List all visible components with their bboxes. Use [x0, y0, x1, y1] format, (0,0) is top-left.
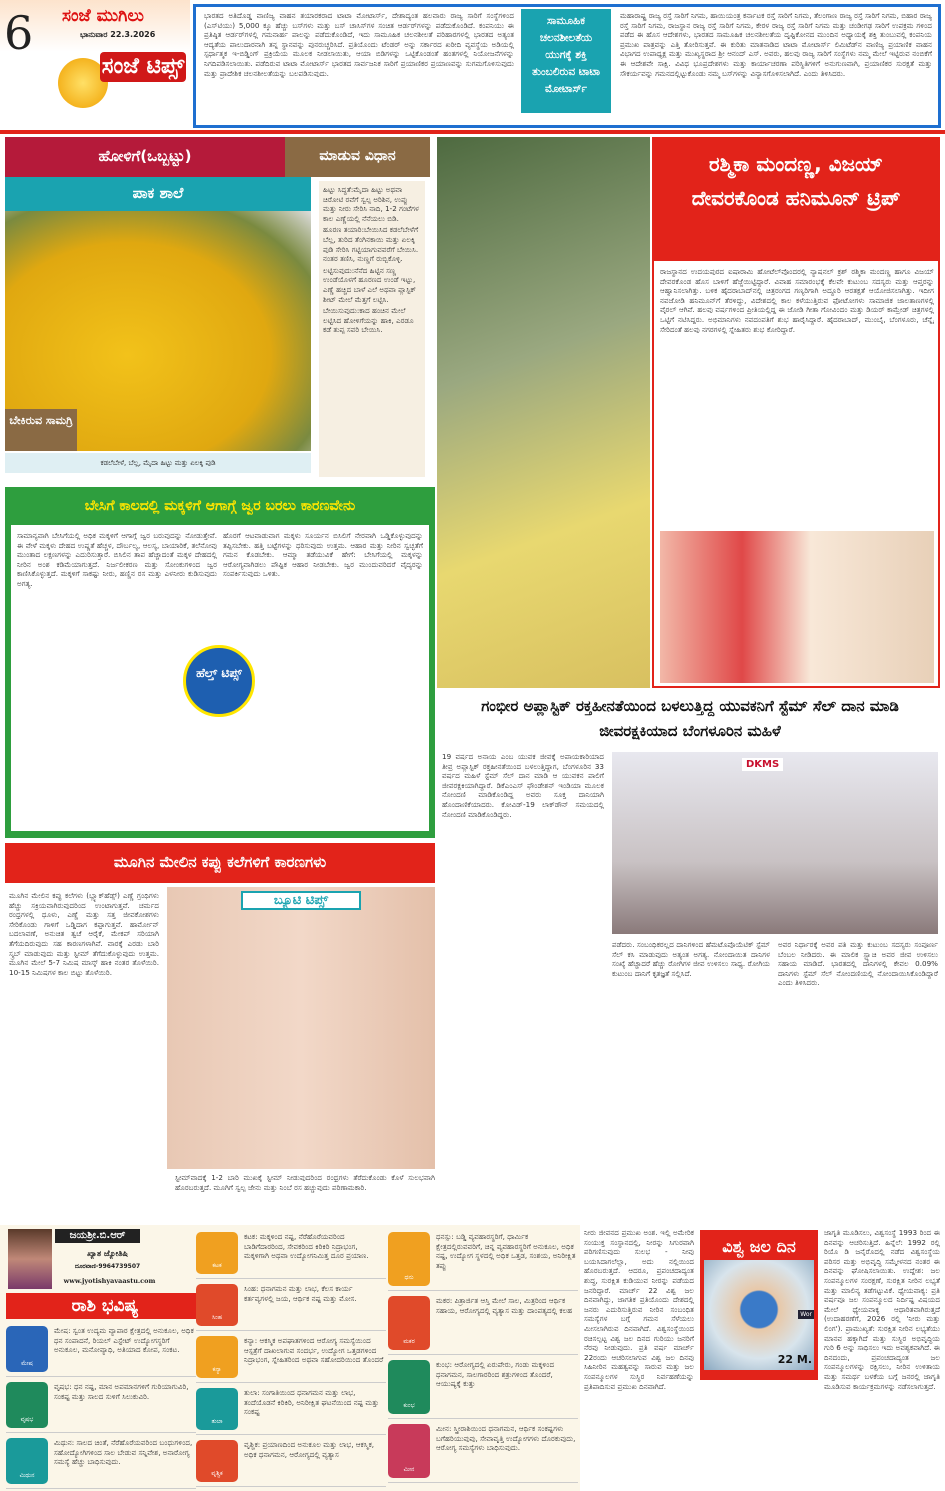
water-headline: ವಿಶ್ವ ಜಲ ದಿನ	[722, 1237, 796, 1256]
celebrity-article	[652, 137, 940, 688]
ram-icon: ಮೇಷ	[6, 1326, 48, 1372]
horoscope-sign-goat	[388, 1293, 578, 1355]
stemcell-col2: ಪಡೆದರು. ಸಂಬಂಧಿಕರಲ್ಲದ ದಾನಿಗಳಿಂದ ಹೆಮಟೊಪೊಯೆಟಿಕ್ ಸ್ಟೆಮ್ ಸೆಲ್ ಕಸಿ ಮಾಡುವುದು ಅತ್ಯಂತ ಅಗತ್ಯ. ನೋಂದಾಯಿತ ದಾನಿಗಳ ಸಂಖ್ಯೆ ಹೆಚ್ಚಾದರೆ ಹೆಚ್ಚು ರೋಗಿಗಳ ಜೀವ ಉಳಿಸಲು ಸಾಧ್ಯ. ರೋಗಿಯ ಕುಟುಂಬ ದಾನಿಗೆ ಕೃತಜ್ಞತೆ ಸಲ್ಲಿಸಿದೆ.	[612, 940, 770, 978]
method-step: ಲಟ್ಟಿಸುವುದು:ನೆನೆದ ಹಿಟ್ಟಿನ ಸಣ್ಣ ಉಂಡೆಯೊಳಗೆ ಹೂರಣದ ಉಂಡೆ ಇಟ್ಟು, ಎಣ್ಣೆ ಹಚ್ಚಿದ ಬಾಳೆ ಎಲೆ ಅಥವಾ ಪ್ಲಾಸ್ಟಿಕ್ ಶೀಟ್ ಮೇಲೆ ಮೆತ್ತಗೆ ಲಟ್ಟಿಸಿ.	[323, 265, 417, 304]
beauty-tips-badge: ಬ್ಯೂಟಿ ಟಿಪ್ಸ್	[241, 891, 361, 910]
dkms-banner: DKMS	[742, 758, 783, 771]
fever-body	[11, 525, 429, 831]
nose-photo	[167, 887, 435, 1169]
horoscope-text: ಸಿಂಹ: ಧನಾಗಮನ ಮತ್ತು ಲಾಭ, ಕೆಲಸ ಕಾರ್ಯ ಕರ್ತವ್ಯಗಳಲ್ಲಿ ಜಯ, ಆರ್ಥಿಕ ನಷ್ಟ ಮತ್ತು ಮೋಸ.	[244, 1284, 357, 1303]
horoscope-text: ಕಟಕ: ಮಕ್ಕಳಿಂದ ನಷ್ಟ, ನೆರೆಹೊರೆಯವರಿಂದ ಬಾಡಿಗೆದಾರರಿಂದ, ಸೇವಕರಿಂದ ಕಿರಿಕಿರಿ ನಿದ್ರಾಭಂಗ, ಮಕ್ಕಳಿಗಾಗಿ ಅಥವಾ ಉದ್ಯೋಗನಿಮಿತ್ತ ದೂರ ಪ್ರಯಾಣ.	[244, 1232, 369, 1261]
horoscope-title: ರಾಶಿ ಭವಿಷ್ಯ	[6, 1293, 204, 1319]
horoscope-sign-scorpion	[196, 1437, 386, 1487]
water-col1: ನೀರು ಜೀವನದ ಪ್ರಮುಖ ಅಂಶ. ಇಲ್ಲಿ ಅಮೇರಿಕ ಸಂಯುಕ್ತ ಸಂಸ್ಥಾನದಲ್ಲಿ, ನೀರನ್ನು ಸಿಗುರವಾಗಿ ಪರಿಗಣಿಸುವುದು ಸುಲಭ - ನೀವು ಬಯಸಿದಾಗಲೆಲ್ಲಾ, ಅದು ನಲ್ಲಿಯಿಂದ ಹೊರಬರುತ್ತದೆ. ಆದರೂ, ಪ್ರಪಂಚದಾದ್ಯಂತ ಶುದ್ಧ, ಸುರಕ್ಷಿತ ಕುಡಿಯುವ ನೀರನ್ನು ಪಡೆಯದ ಜನರಿದ್ದಾರೆ. ಮಾರ್ಚ್ 22 ವಿಶ್ವ ಜಲ ದಿನವಾಗಿದ್ದು, ಜಾಗತಿಕ ಪ್ರತಿಯೊಂದು ದೇಶದಲ್ಲಿ ಜನರು ಎದುರಿಸುತ್ತಿರುವ ನೀರಿನ ಸಂಬಂಧಿತ ಸಮಸ್ಯೆಗಳ ಬಗ್ಗೆ ಗಮನ ಸೆಳೆಯಲು ಮೀಸಲಾಗಿರುವ ದಿನವಾಗಿದೆ. ವಿಶ್ವಸಂಸ್ಥೆಯಿಂದ ರಚಿಸಲ್ಪಟ್ಟ ವಿಶ್ವ ಜಲ ದಿನದ ಗುರಿಯು ಜನರಿಗೆ ನೆರವು ನೀಡುವುದು. ಪ್ರತಿ ವರ್ಷ ಮಾರ್ಚ್ 22ರಂದು ಆಚರಿಸಲಾಗುವ ವಿಶ್ವ ಜಲ ದಿನವು ಸಿಹಿನೀರಿನ ಮಹತ್ವವನ್ನು ಸಾರುವ ಮತ್ತು ಜಲ ಸಂಪನ್ಮೂಲಗಳ ಸುಸ್ಥಿರ ನಿರ್ವಹಣೆಯನ್ನು ಪ್ರತಿಪಾದಿಸುವ ಪ್ರಮುಖ ದಿನವಾಗಿದೆ.	[584, 1228, 694, 1391]
method-step: ಬೇಯಿಸುವುದು:ಕಾದ ಹಂಚಿನ ಮೇಲೆ ಲಟ್ಟಿಸಿದ ಹೋಳಿಗೆಯನ್ನು ಹಾಕಿ, ಎರಡೂ ಕಡೆ ತುಪ್ಪ ಸವರಿ ಬೇಯಿಸಿ.	[323, 306, 414, 335]
fever-headline: ಬೇಸಿಗೆ ಕಾಲದಲ್ಲಿ ಮಕ್ಕಳಿಗೆ ಆಗಾಗ್ಗೆ ಜ್ವರ ಬರಲು ಕಾರಣವೇನು	[84, 498, 356, 514]
horoscope-section	[0, 1225, 580, 1491]
tata-headline: ಸಾಮೂಹಿಕ ಚಲನಶೀಲತೆಯ ಯುಗಕ್ಕೆ ಶಕ್ತಿ ತುಂಬಲಿರುವ ಟಾಟಾ ಮೋಟಾರ್ಸ್	[521, 9, 611, 113]
horoscope-sign-bow	[388, 1229, 578, 1291]
scales-icon: ತುಲಾ	[196, 1388, 238, 1430]
astrologer-avatar	[8, 1229, 52, 1289]
water-col2: ಜಾಗೃತಿ ಮೂಡಿಸಲು, ವಿಶ್ವಸಂಸ್ಥೆ 1993 ರಿಂದ ಈ ದಿನವನ್ನು ಆಚರಿಸುತ್ತಿದೆ. ಹಿನ್ನೆಲೆ: 1992 ರಲ್ಲಿ ರಿಯೊ ಡಿ ಜನೈರೊದಲ್ಲಿ ನಡೆದ ವಿಶ್ವಸಂಸ್ಥೆಯ ಪರಿಸರ ಮತ್ತು ಅಭಿವೃದ್ಧಿ ಸಮ್ಮೇಳನದ ನಂತರ ಈ ದಿನವನ್ನು ಘೋಷಿಸಲಾಯಿತು. ಉದ್ದೇಶ: ಜಲ ಸಂಪನ್ಮೂಲಗಳ ಸಂರಕ್ಷಣೆ, ಸುರಕ್ಷಿತ ನೀರಿನ ಲಭ್ಯತೆ ಮತ್ತು ಮಾಲಿನ್ಯ ತಡೆಗಟ್ಟುವಿಕೆ. ಧ್ಯೇಯವಾಕ್ಯ: ಪ್ರತಿ ವರ್ಷವೂ ಜಲ ಸಂಪನ್ಮೂಲದ ನಿರ್ದಿಷ್ಟ ವಿಷಯದ ಮೇಲೆ ಧ್ಯೇಯವಾಕ್ಯ ಆಧಾರಿತವಾಗಿರುತ್ತದೆ (ಉದಾಹರಣೆಗೆ, 2026 ರಲ್ಲಿ 'ನೀರು ಮತ್ತು ಲಿಂಗ'). ಪ್ರಾಮುಖ್ಯತೆ: ಸುರಕ್ಷಿತ ನೀರಿನ ಲಭ್ಯತೆಯು ಮಾನವ ಹಕ್ಕಾಗಿದೆ ಮತ್ತು ಸುಸ್ಥಿರ ಅಭಿವೃದ್ಧಿಯ ಗುರಿ 6 ಅನ್ನು ಸಾಧಿಸಲು ಇದು ಅವಶ್ಯಕವಾಗಿದೆ. ಈ ದಿನದಂದು, ಪ್ರಪಂಚದಾದ್ಯಂತ ಜಲ ಸಂಪನ್ಮೂಲಗಳನ್ನು ರಕ್ಷಿಸಲು, ನೀರಿನ ಉಳಿತಾಯ ಮತ್ತು ಸಮರ್ಥ ಬಳಕೆಯ ಬಗ್ಗೆ ಜನರಲ್ಲಿ ಜಾಗೃತಿ ಮೂಡಿಸುವ ಕಾರ್ಯಕ್ರಮಗಳನ್ನು ನಡೆಸಲಾಗುತ್ತದೆ.	[824, 1228, 940, 1391]
beauty-bottom: ಸ್ಟೀಮ್‌ವಾದಕ್ಕೆ 1-2 ಬಾರಿ ಮುಖಕ್ಕೆ ಸ್ಟೀಮ್ ನೀಡುವುದರಿಂದ ರಂಧ್ರಗಳು ತೆರೆದುಕೊಂಡು ಕೊಳೆ ಸುಲಭವಾಗಿ ಹೊರಬರುತ್ತದೆ. ಮೂಗಿಗೆ ಸ್ವಲ್ಪ ಜೇನು ಮತ್ತು ನಿಂಬೆ ರಸ ಹಚ್ಚುವುದು ಪರಿಣಾಮಕಾರಿ.	[175, 1173, 435, 1192]
astrologer-phone: ದೂರವಾಣಿ-9964739507	[74, 1263, 141, 1270]
recipe-title: ಹೋಳಿಗೆ(ಒಬ್ಬಟ್ಟು)	[5, 137, 285, 177]
tata-col1: ಭಾರತದ ಅತಿದೊಡ್ಡ ವಾಣಿಜ್ಯ ವಾಹನ ತಯಾರಕರಾದ ಟಾಟಾ ಮೋಟಾರ್ಸ್, ದೇಶಾದ್ಯಂತ ಹಲವಾರು ರಾಜ್ಯ ಸಾರಿಗೆ ಸಂಸ್ಥೆಗಳಿಂದ (ಎಸ್‌ಟಿಯು) 5,000 ಕ್ಕೂ ಹೆಚ್ಚು ಬಸ್‌ಗಳು ಮತ್ತು ಬಸ್ ಚಾಸಿಸ್‌ಗಳ ಸಂಚಿತ ಆರ್ಡರ್‌ಗಳನ್ನು ಪಡೆದುಕೊಂಡಿದೆ. ಕಂಪನಿಯು ಈ ಪ್ರತಿಷ್ಠಿತ ಆರ್ಡರ್‌ಗಳಲ್ಲಿ ಗಮನಾರ್ಹ ಪಾಲನ್ನು ಪಡೆದುಕೊಂಡಿದೆ, ಇದು ಸಾಮೂಹಿಕ ಚಲನಶೀಲತೆ ಪರಿಹಾರಗಳಲ್ಲಿ ಭಾರತದ ಅತ್ಯಂತ ಆದ್ಯತೆಯ ಪಾಲುದಾರನಾಗಿ ತನ್ನ ಸ್ಥಾನವನ್ನು ಪುನರುಚ್ಚರಿಸಿದೆ. ಪ್ರತಿಯೊಂದು ಟೆಂಡರ್ ಅನ್ನು ಸರ್ಕಾರದ ಖರೀದಿ ವ್ಯವಸ್ಥೆಯ ಅಡಿಯಲ್ಲಿ ಸ್ಪರ್ಧಾತ್ಮಕ ಇ-ಬಿಡ್ಡಿಂಗ್ ಪ್ರಕ್ರಿಯೆಯ ಮೂಲಕ ನೀಡಲಾಯಿತು, ಆಯಾ ಬಿಡಿಗಳನ್ನು ಒಟ್ಟಿಕೊಂಡಂತೆ ಹಂತಗಳಲ್ಲಿ ನಿಯೋಜನೆಗಳನ್ನು ನಿಗದಿಪಡಿಸಲಾಯಿತು. ಪಡೆದಿರುವ ಟಾಟಾ ಮೋಟಾರ್ಸ್ ಭಾರತದ ಸಾರ್ವಜನಿಕ ಸಾರಿಗೆ ಪ್ರಯಾಣಿಕರ ಪ್ರಯಾಣವನ್ನು ಸುಗಮಗೊಳಿಸುವುದು ಮತ್ತು ಪ್ರಾದೇಶಿಕ ಚಲನಶೀಲತೆಯನ್ನು ಬಲಪಡಿಸುವುದು.	[204, 11, 514, 78]
image-tag: Wor	[800, 1311, 812, 1318]
tata-article	[193, 4, 941, 128]
recipe-section	[5, 137, 435, 485]
masthead	[0, 0, 190, 130]
horoscope-text: ವೃಷಭ: ಧನ ನಷ್ಟ, ಮಾನ ಅಪಮಾನಗಳಿಗೆ ಗುರಿಯಾಗುವಿರಿ, ಸಂಕಷ್ಟ ಮತ್ತು ಸಾಲದ ಸುಳಿಗೆ ಸಿಲುಕುವಿರಿ.	[54, 1382, 189, 1401]
couple-photo	[437, 137, 650, 688]
bull-icon: ವೃಷಭ	[6, 1382, 48, 1428]
horoscope-sign-twins	[6, 1435, 196, 1489]
method-label: ಮಾಡುವ ವಿಧಾನ	[285, 137, 430, 177]
globe-hands-photo	[704, 1260, 814, 1370]
horoscope-sign-fish	[388, 1421, 578, 1483]
horoscope-sign-crab	[196, 1229, 386, 1279]
fever-col2: ಹೊರಗೆ ಆಟವಾಡುವಾಗ ಮಕ್ಕಳು ಸೂರ್ಯನ ಬಿಸಿಲಿಗೆ ನೇರವಾಗಿ ಒಡ್ಡಿಕೊಳ್ಳುವುದನ್ನು ತಪ್ಪಿಸಬೇಕು. ಹತ್ತಿ ಬಟ್ಟೆಗಳನ್ನು ಧರಿಸುವುದು ಉತ್ತಮ. ಆಹಾರ ಮತ್ತು ನೀರಿನ ಸ್ವಚ್ಛತೆಗೆ ಗಮನ ಕೊಡಬೇಕು. ಆಮ್ಮಾ ತಡೆಯುವಿಕೆ ಹೇಗೆ: ಬೇಸಿಗೆಯಲ್ಲಿ ಮಕ್ಕಳನ್ನು ಆರೋಗ್ಯವಾಗಿಡಲು ಪೌಷ್ಟಿಕ ಆಹಾರ ನೀಡಬೇಕು. ಜ್ವರ ಮುಂದುವರಿದರೆ ವೈದ್ಯರನ್ನು ಸಂಪರ್ಕಿಸುವುದು ಒಳಿತು.	[223, 531, 423, 579]
crab-icon: ಕಟಕ	[196, 1232, 238, 1274]
water-day-article	[584, 1228, 942, 1490]
astrologer-website: www.jyotishyavaastu.com	[63, 1277, 156, 1285]
stemcell-headline: ಗಂಭೀರ ಅಪ್ಲಾಸ್ಟಿಕ್ ರಕ್ತಹೀನತೆಯಿಂದ ಬಳಲುತ್ತಿದ್ದ ಯುವಕನಿಗೆ ಸ್ಟೆಮ್ ಸೆಲ್ ದಾನ ಮಾಡಿ ಜೀವರಕ್ಷಕಿಯಾದ ಬೆಂಗಳೂರಿನ ಮಹಿಳೆ	[481, 697, 899, 740]
horoscope-sign-pot	[388, 1357, 578, 1419]
astrologer-name: ಜಯಶ್ರೀ.ಬಿ.ಆರ್	[55, 1229, 140, 1243]
goat-icon: ಮಕರ	[388, 1296, 430, 1350]
horoscope-text: ಧನಸ್ಸು: ಬಡ್ಡಿ ವ್ಯವಹಾರಸ್ಥರಿಗೆ, ಧಾರ್ಮಿಕ ಕ್ಷೇತ್ರದಲ್ಲಿರುವವರಿಗೆ, ಚಿನ್ನ ವ್ಯವಹಾರಸ್ಥರಿಗೆ ಅನುಕೂಲ, ಅಧಿಕ ನಷ್ಟ, ಉದ್ಯೋಗ ಸ್ಥಳದಲ್ಲಿ ಅಧಿಕ ಒತ್ತಡ, ಸಂಶಯ, ಅನಿರೀಕ್ಷಿತ ತಪ್ಪು	[436, 1232, 576, 1270]
method-step: ಹೂರಣ ತಯಾರಿ:ಬೇಯಿಸಿದ ಕಡಲೆಬೇಳೆಗೆ ಬೆಲ್ಲ, ತುರಿದ ತೆಂಗಿನಕಾಯಿ ಮತ್ತು ಏಲಕ್ಕಿ ಪುಡಿ ಸೇರಿಸಿ ಗಟ್ಟಿಯಾಗುವವರೆಗೆ ಬೇಯಿಸಿ. ನಂತರ ತಣಿಸಿ, ನುಣ್ಣಗೆ ರುಬ್ಬಿಕೊಳ್ಳಿ.	[323, 225, 419, 264]
beauty-body: ಮೂಗಿನ ಮೇಲಿನ ಕಪ್ಪು ಕಲೆಗಳು (ಬ್ಲ್ಯಾಕ್‌ಹೆಡ್ಸ್) ಎಣ್ಣೆ ಗ್ರಂಥಿಗಳು ಹೆಚ್ಚು ಸಕ್ರಿಯವಾಗಿರುವುದರಿಂದ ಉಂಟಾಗುತ್ತವೆ. ಚರ್ಮದ ರಂಧ್ರಗಳಲ್ಲಿ ಧೂಳು, ಎಣ್ಣೆ ಮತ್ತು ಸತ್ತ ಜೀವಕೋಶಗಳು ಸೇರಿಕೊಂಡು ಗಾಳಿಗೆ ಒಡ್ಡಿದಾಗ ಕಪ್ಪಾಗುತ್ತವೆ. ಹಾರ್ಮೋನ್ ಬದಲಾವಣೆ, ಅನುಚಿತ ತ್ವಚೆ ಆರೈಕೆ, ಮೇಕಪ್ ಸರಿಯಾಗಿ ತೆಗೆಯದಿರುವುದು ಸಹ ಕಾರಣಗಳಾಗಿವೆ. ವಾರಕ್ಕೆ ಎರಡು ಬಾರಿ ಸ್ಕ್ರಬ್ ಮಾಡುವುದು ಮತ್ತು ಸ್ಟೀಮ್ ತೆಗೆದುಕೊಳ್ಳುವುದು ಉತ್ತಮ. ಮೂಗಿನ ಮೇಲೆ 5-7 ನಿಮಿಷ ಮಾಸ್ಕ್ ಹಾಕಿ ನಂತರ ತೊಳೆಯಿರಿ. 10-15 ನಿಮಿಷಗಳ ಕಾಲ ಬಿಟ್ಟು ತೊಳೆಯಿರಿ.	[9, 891, 159, 977]
beauty-headline: ಮೂಗಿನ ಮೇಲಿನ ಕಪ್ಪು ಕಲೆಗಳಿಗೆ ಕಾರಣಗಳು	[5, 843, 435, 883]
pot-icon: ಕುಂಭ	[388, 1360, 430, 1414]
stemcell-col3: ಅವರ ನಿರ್ಧಾರಕ್ಕೆ ಅವರ ಪತಿ ಮತ್ತು ಕುಟುಂಬ ಸದಸ್ಯರು ಸಂಪೂರ್ಣ ಬೆಂಬಲ ನೀಡಿದರು. ಈ ಮಾಲಿಕ ಸ್ಟ್ಯಾಚಿ ಅವರ ಜೀವ ಉಳಿಸಲು ಸಹಾಯ ಮಾಡಿದೆ. ಭಾರತದಲ್ಲಿ ದಾನಿಗಳಲ್ಲಿ ಕೇವಲ 0.09% ದಾನಿಗಳು ಸ್ಟೆಮ್ ಸೆಲ್ ನೋಂದಣಿಯಲ್ಲಿ ನೋಂದಾಯಿಸಿಕೊಂಡಿದ್ದಾರೆ ಎಂದು ತಿಳಿಸಿದರು.	[778, 940, 938, 988]
celebrity-headline: ರಶ್ಮಿಕಾ ಮಂದಣ್ಣ, ವಿಜಯ್ ದೇವರಕೊಂಡ ಹನಿಮೂನ್ ಟ್ರಿಪ್	[654, 139, 938, 261]
bow-icon: ಧನು	[388, 1232, 430, 1286]
health-tips-badge: ಹೆಲ್ತ್ ಟಿಪ್ಸ್	[183, 645, 255, 717]
horoscope-sign-ram	[6, 1323, 196, 1377]
ingredients-list: ಕಡಲೆಬೇಳೆ, ಬೆಲ್ಲ, ಮೈದಾ ಹಿಟ್ಟು ಮತ್ತು ಏಲಕ್ಕಿ ಪುಡಿ	[5, 453, 311, 473]
horoscope-text: ಮೇಷ: ಸ್ವಂತ ಉದ್ಯಮ ವ್ಯಾಪಾರ ಕ್ಷೇತ್ರದಲ್ಲಿ ಅನುಕೂಲ, ಅಧಿಕ ಧನ ಸಂಪಾದನೆ, ರಿಯಲ್ ಎಸ್ಟೇಟ್ ಉದ್ಯೋಗಸ್ಥರಿಗೆ ಅನುಕೂಲ, ಮನೋವ್ಯಾಧಿ, ಅತಿಯಾದ ಕೋಪ, ಸಂಕಟ.	[54, 1326, 194, 1355]
horoscope-sign-lion	[196, 1281, 386, 1331]
page-number: 6	[4, 6, 34, 60]
stemcell-col1: 19 ವರ್ಷದ ಅನಾಯ ಎಂಬ ಯುವಕ ಜೀವಕ್ಕೆ ಅಪಾಯಕಾರಿಯಾದ ತೀವ್ರ ಅಪ್ಲಾಸ್ಟಿಕ್ ರಕ್ತಹೀನತೆಯಿಂದ ಬಳಲುತ್ತಿದ್ದಾಗ, ಬೆಂಗಳೂರಿನ 33 ವರ್ಷದ ಮಹಿಳೆ ಸ್ಟೆಮ್ ಸೆಲ್ ದಾನ ಮಾಡಿ ಆ ಯುವಕನ ಪಾಲಿಗೆ ಜೀವರಕ್ಷಕಿಯಾಗಿದ್ದಾರೆ. ಡಿಕೆಎಂಎಸ್ ಫೌಂಡೇಶನ್ ಇಂಡಿಯಾ ಮೂಲಕ ನೋಂದಣಿ ಮಾಡಿಕೊಂಡಿದ್ದ ಅವರು ಸೂಕ್ತ ದಾನಿಯಾಗಿ ಹೊಂದಾಣಿಕೆಯಾದರು. ಕೋವಿಡ್-19 ಲಾಕ್‌ಡೌನ್ ಸಮಯದಲ್ಲಿ ನೋಂದಣಿ ಮಾಡಿಕೊಂಡಿದ್ದರು.	[442, 752, 604, 819]
water-feature-box	[700, 1230, 818, 1380]
ingredients-label: ಬೇಕಿರುವ ಸಾಮಗ್ರಿ	[5, 409, 77, 451]
horoscope-sign-virgo	[196, 1333, 386, 1383]
lion-icon: ಸಿಂಹ	[196, 1284, 238, 1326]
stemcell-article	[440, 690, 940, 1225]
scorpion-icon: ವೃಶ್ಚಿಕ	[196, 1440, 238, 1482]
virgo-icon: ಕನ್ಯಾ	[196, 1336, 238, 1378]
celebrity-body: ರಾಜಸ್ಥಾನದ ಉದಯಪುರದ ಐಷಾರಾಮಿ ಹೋಟೆಲ್‌ವೊಂದರಲ್ಲಿ ನ್ಯಾಷನಲ್ ಕ್ರಶ್ ರಶ್ಮಿಕಾ ಮಂದಣ್ಣ ಹಾಗೂ ವಿಜಯ್ ದೇವರಕೊಂಡ ಹೊಸ ಬಾಳಿಗೆ ಹೆಜ್ಜೆಯಿಟ್ಟಿದ್ದಾರೆ. ವಿವಾಹ ಸಮಾರಂಭಕ್ಕೆ ಕೆಲವೇ ಕುಟುಂಬ ಸದಸ್ಯರು ಮತ್ತು ಆಪ್ತರನ್ನು ಆಹ್ವಾನಿಸಲಾಗಿತ್ತು. ಬಳಿಕ ಹೈದರಾಬಾದ್‌ನಲ್ಲಿ ಚಿತ್ರರಂಗದ ಗಣ್ಯರಿಗಾಗಿ ಅದ್ಧೂರಿ ಆರತಕ್ಷತೆ ಆಯೋಜಿಸಲಾಗಿತ್ತು. ಇದೀಗ ನವಜೋಡಿ ಹನಿಮೂನ್‌ಗೆ ತೆರಳಿದ್ದು, ವಿದೇಶದಲ್ಲಿ ಕಾಲ ಕಳೆಯುತ್ತಿರುವ ಫೋಟೋಗಳು ಸಾಮಾಜಿಕ ಜಾಲತಾಣಗಳಲ್ಲಿ ವೈರಲ್ ಆಗಿವೆ. ಹಲವು ವರ್ಷಗಳಿಂದ ಪ್ರೀತಿಯಲ್ಲಿದ್ದ ಈ ಜೋಡಿ ಗೀತಾ ಗೋವಿಂದಂ ಮತ್ತು ಡಿಯರ್ ಕಾಮ್ರೇಡ್ ಚಿತ್ರಗಳಲ್ಲಿ ಒಟ್ಟಿಗೆ ನಟಿಸಿದ್ದರು. ಅಭಿಮಾನಿಗಳು ನವದಂಪತಿಗೆ ಶುಭ ಹಾರೈಸಿದ್ದಾರೆ. ಹೈದರಾಬಾದ್, ಮುಂಬೈ, ಬೆಂಗಳೂರು, ಚೆನ್ನೈ ಸೇರಿದಂತೆ ಹಲವು ನಗರಗಳಲ್ಲಿ ಸ್ನೇಹಿತರು ಶುಭ ಕೋರಿದ್ದಾರೆ.	[660, 267, 934, 334]
method-step: ಹಿಟ್ಟು ಸಿದ್ಧತೆ:ಮೈದಾ ಹಿಟ್ಟು ಅಥವಾ ಚಿರೋಟಿ ರವೆಗೆ ಸ್ವಲ್ಪ ಅರಿಶಿನ, ಉಪ್ಪು ಮತ್ತು ನೀರು ಸೇರಿಸಿ ನಾದಿ, 1-2 ಗಂಟೆಗಳ ಕಾಲ ಎಣ್ಣೆಯಲ್ಲಿ ನೆನೆಯಲು ಬಿಡಿ.	[323, 185, 419, 223]
image-caption: 22 M.	[777, 1353, 812, 1366]
horoscope-text: ವೃಶ್ಚಿಕ: ಪ್ರಯಾಣದಿಂದ ಅನುಕೂಲ ಮತ್ತು ಲಾಭ, ಆಕಸ್ಮಿಕ, ಅಧಿಕ ಧನಾಗಮನ, ಆರೋಗ್ಯದಲ್ಲಿ ವ್ಯತ್ಯಾಸ	[244, 1440, 375, 1459]
divider	[0, 130, 945, 134]
fever-col1: ಸಾಮಾನ್ಯವಾಗಿ ಬೇಸಿಗೆಯಲ್ಲಿ ಅಧಿಕ ಮಕ್ಕಳಿಗೆ ಆಗಾಗ್ಗೆ ಜ್ವರ ಬರುವುದನ್ನು ನೋಡುತ್ತೇವೆ. ಈ ವೇಳೆ ಮಕ್ಕಳು ದೇಹದ ಉಷ್ಣತೆ ಹೆಚ್ಚಳ, ದೌರ್ಬಲ್ಯ, ಆಲಸ್ಯ, ಬಾಯಾರಿಕೆ, ತಲೆನೋವು ಮುಂತಾದ ಲಕ್ಷಣಗಳನ್ನು ಎದುರಿಸುತ್ತಾರೆ. ಬಿಸಿಲಿನ ತಾಪ ಹೆಚ್ಚಾದಂತೆ ಮಕ್ಕಳ ದೇಹದಲ್ಲಿ ನೀರಿನ ಅಂಶ ಕಡಿಮೆಯಾಗುತ್ತದೆ. ನಿರ್ಜಲೀಕರಣ ಮತ್ತು ಸೋಂಕುಗಳಿಂದ ಜ್ವರ ಕಾಣಿಸಿಕೊಳ್ಳುತ್ತದೆ. ಮಕ್ಕಳಿಗೆ ಸಾಕಷ್ಟು ನೀರು, ಹಣ್ಣಿನ ರಸ ಮತ್ತು ಎಳನೀರು ಕುಡಿಸುವುದು ಅಗತ್ಯ.	[17, 531, 217, 588]
horoscope-text: ಕನ್ಯಾ: ಆಕಸ್ಮಿಕ ಅಪಘಾತಗಳಿಂದ ಆರೋಗ್ಯ ಸಮಸ್ಯೆಯಿಂದ ಆಸ್ಪತ್ರೆಗೆ ದಾಖಲಾಗುವ ಸಂದರ್ಭ, ಉದ್ಯೋಗ ಒತ್ತಡಗಳಿಂದ ನಿದ್ರಾಭಂಗ, ಸ್ನೇಹಿತರಿಂದ ಅಥವಾ ಸಹೋದರಿಯಿಂದ ತೊಂದರೆ	[244, 1336, 384, 1365]
horoscope-sign-scales	[196, 1385, 386, 1435]
horoscope-text: ಮಿಥುನ: ಸಾಲದ ಚಿಂತೆ, ನೆರೆಹೊರೆಯವರಿಂದ ಬಂಧುಗಳಿಂದ, ಸಹೋದ್ಯೋಗಿಗಳಿಂದ ಸಾಲ ಬೇಡುವ ಸನ್ನಿವೇಶ, ಅನಾರೋಗ್ಯ ಸಮಸ್ಯೆ ಹೆಚ್ಚು ಬಾಧಿಸುವುದು.	[54, 1438, 193, 1467]
issue-date: ಭಾನುವಾರ 22.3.2026	[80, 30, 156, 39]
method-box	[319, 181, 425, 477]
horoscope-sign-bull	[6, 1379, 196, 1433]
wedding-photo	[660, 531, 934, 683]
recipe-section-label: ಪಾಕ ಶಾಲೆ	[5, 177, 311, 211]
section-title: ಸಂಜೆ ಟಿಪ್ಸ್	[100, 52, 186, 82]
tata-col2: ಮಹಾರಾಷ್ಟ್ರ ರಾಜ್ಯ ರಸ್ತೆ ಸಾರಿಗೆ ನಿಗಮ, ಹಾಯಿಯಂತ್ರ ಕರ್ನಾಟಕ ರಸ್ತೆ ಸಾರಿಗೆ ನಿಗಮ, ತೆಲಂಗಾಣ ರಾಜ್ಯ ರಸ್ತೆ ಸಾರಿಗೆ ನಿಗಮ, ಬಿಹಾರ ರಾಜ್ಯ ರಸ್ತೆ ಸಾರಿಗೆ ನಿಗಮ, ರಾಜಸ್ಥಾನ ರಾಜ್ಯ ರಸ್ತೆ ಸಾರಿಗೆ ನಿಗಮ, ಕೇರಳ ರಾಜ್ಯ ರಸ್ತೆ ಸಾರಿಗೆ ನಿಗಮ ಮತ್ತು ಚಂಡೀಗಢ ಸಾರಿಗೆ ಉಪಕ್ರಮ ಗಳಿಂದ ಪಡೆದ ಈ ಹೊಸ ಆದೇಶಗಳು, ಭಾರತದ ಸಾಮೂಹಿಕ ಚಲನಶೀಲತೆಯ ದೃಷ್ಟಿಕೋನದ ಮುಂದಿನ ಅಧ್ಯಾಯಕ್ಕೆ ಶಕ್ತಿ ತುಂಬುವಲ್ಲಿ ಕಂಪನಿಯ ಪ್ರಮುಖ ಪಾತ್ರವನ್ನು ಎತ್ತಿ ತೋರಿಸುತ್ತವೆ. ಈ ಕುರಿತು ಮಾತನಾಡಿದ ಟಾಟಾ ಮೋಟಾರ್ಸ್ ಲಿಮಿಟೆಡ್‌ನ ವಾಣಿಜ್ಯ ಪ್ರಯಾಣಿಕ ವಾಹನ ವಿಭಾಗದ ಉಪಾಧ್ಯಕ್ಷ ಮತ್ತು ಮುಖ್ಯಸ್ಥರಾದ ಶ್ರೀ ಆನಂದ್ ಎಸ್. ಅವರು, ಹಲವು ರಾಜ್ಯ ಸಾರಿಗೆ ಸಂಸ್ಥೆಗಳು ನಮ್ಮ ಮೇಲೆ ಇಟ್ಟಿರುವ ನಂಬಿಕೆಗೆ ಈ ಆದೇಶವೇ ಸಾಕ್ಷಿ. ವಿವಿಧ ಭೂಪ್ರದೇಶಗಳು ಮತ್ತು ಕಾರ್ಯಾಚರಣಾ ಪರಿಸ್ಥಿತಿಗಳಿಗೆ ಅನುಗುಣವಾಗಿ, ಪ್ರಯಾಣಿಕರ ಸುರಕ್ಷತೆ ಮತ್ತು ಸೌಕರ್ಯವನ್ನು ಗಮನದಲ್ಲಿಟ್ಟುಕೊಂಡು ನಮ್ಮ ಬಸ್‌ಗಳನ್ನು ವಿನ್ಯಾಸಗೊಳಿಸಲಾಗಿದೆ. ಎಂದು ತಿಳಿಸಿದರು.	[620, 11, 932, 78]
horoscope-text: ಮೀನ: ಸ್ತ್ರೀರಾಶಿಯಿಂದ ಧನಾಗಮನ, ಆರ್ಥಿಕ ಸಂಕಷ್ಟಗಳು ಬಗೆಹರಿಯುವುವು, ಸೇವಾವೃತ್ತಿ ಉದ್ಯೋಗಗಳು ದೊರಕುವುದು, ಆರೋಗ್ಯ ಸಮಸ್ಯೆಗಳು ಬಾಧಿಸುವುದು.	[436, 1424, 576, 1453]
paper-name: ಸಂಜೆ ಮುಗಿಲು	[62, 6, 144, 26]
horoscope-text: ತುಲಾ: ಸಂಗಾತಿಯಿಂದ ಧನಾಗಮನ ಮತ್ತು ಲಾಭ, ತಂದೆಯೊಡನೆ ಕಿರಿಕಿರಿ, ಅನಿರೀಕ್ಷಿತ ಘಟನೆಯಿಂದ ನಷ್ಟ ಮತ್ತು ಸಂಕಷ್ಟ	[244, 1388, 379, 1417]
astrologer-title: ಖ್ಯಾತ ಜ್ಯೋತಿಷಿ	[87, 1249, 128, 1258]
twins-icon: ಮಿಥುನ	[6, 1438, 48, 1484]
fish-icon: ಮೀನ	[388, 1424, 430, 1478]
horoscope-text: ಕುಂಭ: ಆರೋಗ್ಯದಲ್ಲಿ ಏರುಪೇರು, ಗಂಡು ಮಕ್ಕಳಿಂದ ಧನಾಗಮನ, ಸಾಲಗಾರರಿಂದ ಶತ್ರುಗಳಿಂದ ತೊಂದರೆ, ಆಯುಷ್ಯಕ್ಕೆ ಕುತ್ತು	[436, 1360, 555, 1389]
beauty-article	[5, 843, 435, 1223]
horoscope-text: ಮಕರ: ಪಿತ್ರಾರ್ಜಿತ ಆಸ್ತಿ ಮೇಲೆ ಸಾಲ, ಮಿತ್ರರಿಂದ ಆರ್ಥಿಕ ಸಹಾಯ, ಆರೋಗ್ಯದಲ್ಲಿ ವ್ಯತ್ಯಾಸ ಮತ್ತು ದಾಂಪತ್ಯದಲ್ಲಿ ಕಲಹ	[436, 1296, 573, 1315]
fever-article	[5, 487, 435, 838]
donor-photo	[612, 752, 938, 934]
